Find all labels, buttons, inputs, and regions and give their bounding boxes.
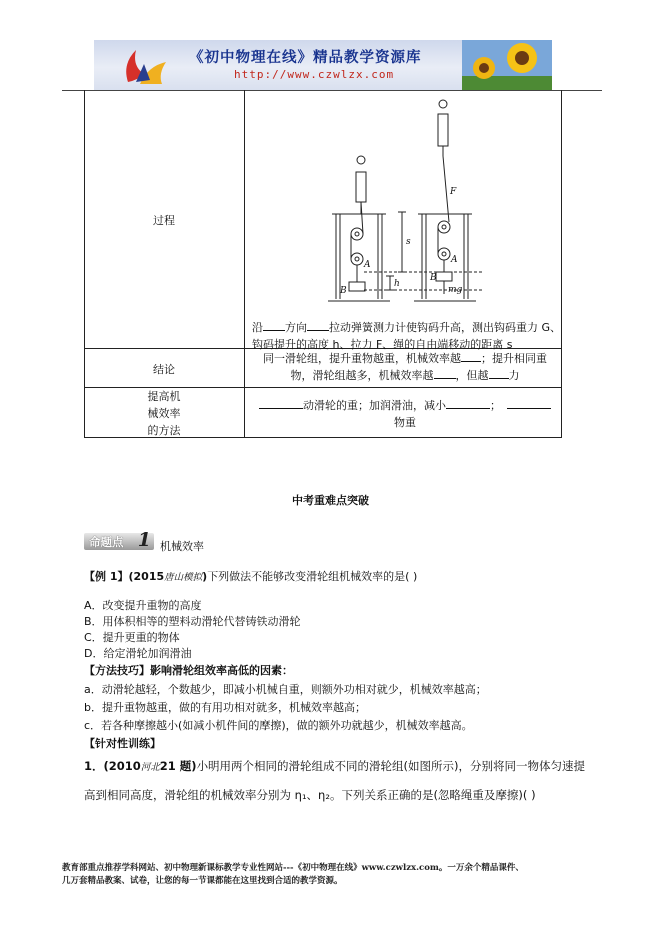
site-logo (114, 44, 174, 88)
fig-label-b: B (340, 286, 347, 296)
method-item-c: c．若各种摩擦越小(如减小机件间的摩擦)，做的额外功就越少，机械效率越高。 (84, 719, 473, 732)
option-a: A．改变提升重物的高度 (84, 599, 202, 612)
fig-label-a: A (364, 260, 371, 270)
method-item-b: b．提升重物越重，做的有用功相对就多，机械效率越高； (84, 701, 366, 714)
topic-name: 机械效率 (160, 540, 204, 553)
option-c: C．提升更重的物体 (84, 631, 180, 644)
row-label-conclusion: 结论 (153, 363, 175, 376)
experiment-table (84, 90, 562, 438)
banner-url[interactable]: http://www.czwlzx.com (234, 68, 395, 81)
improve-text: 动滑轮的重；加润滑油，减小 ； 物重 (250, 397, 560, 431)
option-b: B．用体积相等的塑料动滑轮代替铸铁动滑轮 (84, 615, 301, 628)
topic-badge: 命题点 1 (84, 533, 154, 550)
method-heading: 【方法技巧】影响滑轮组效率高低的因素： (84, 664, 293, 677)
blank-motion (307, 320, 329, 331)
pulley-experiment-figure (324, 94, 494, 306)
sunflower-image (462, 40, 552, 90)
row-label-improve: 提高机 械效率 的方法 (147, 390, 181, 437)
option-d: D．给定滑轮加润滑油 (84, 647, 192, 660)
footer-line2: 几万套精品教案、试卷，让您的每一节课都能在这里找到合适的教学资源。 (62, 876, 343, 886)
fig-label-s: s (406, 237, 411, 247)
blank-direction (263, 320, 285, 331)
row-label-process: 过程 (153, 214, 175, 227)
fig-label-mg: mg (448, 285, 463, 295)
banner-title: 《初中物理在线》精品教学资源库 (189, 49, 422, 66)
question1-line2: 高到相同高度，滑轮组的机械效率分别为 η₁、η₂。下列关系正确的是(忽略绳重及摩擦)( ) (84, 788, 536, 802)
training-heading: 【针对性训练】 (84, 737, 161, 750)
footer-line1: 教育部重点推荐学科网站、初中物理新课标教学专业性网站---《初中物理在线》www.czwlzx.com。一万余个精品课件、 (62, 863, 524, 873)
conclusion-text: 同一滑轮组，提升重物越重，机械效率越 ；提升相同重 物，滑轮组越多，机械效率越 ，但越 力 (263, 352, 547, 382)
fig-label-f: F (450, 187, 457, 197)
page-footer (62, 862, 622, 888)
fig-label-a2: A (451, 255, 458, 265)
header-banner (94, 40, 552, 90)
process-text: 沿 方向 拉动弹簧测力计使钩码升高，测出钩码重力 G、 钩码提升的高度 h、拉力 F、绳的自由端移动的距离 s (252, 321, 562, 351)
fig-label-h: h (394, 279, 400, 289)
section-heading: 中考重难点突破 (292, 494, 369, 507)
question1-line1: 1．(2010河北21 题)小明用两个相同的滑轮组成不同的滑轮组(如图所示)，分别将同一物体匀速提 (84, 759, 586, 773)
method-item-a: a．动滑轮越轻，个数越少，即减小机械自重，则额外功相对就少，机械效率越高； (84, 683, 487, 696)
fig-label-b2: B (430, 273, 437, 283)
example-question: 【例 1】(2015唐山模拟)下列做法不能够改变滑轮组机械效率的是( ) (84, 570, 418, 583)
